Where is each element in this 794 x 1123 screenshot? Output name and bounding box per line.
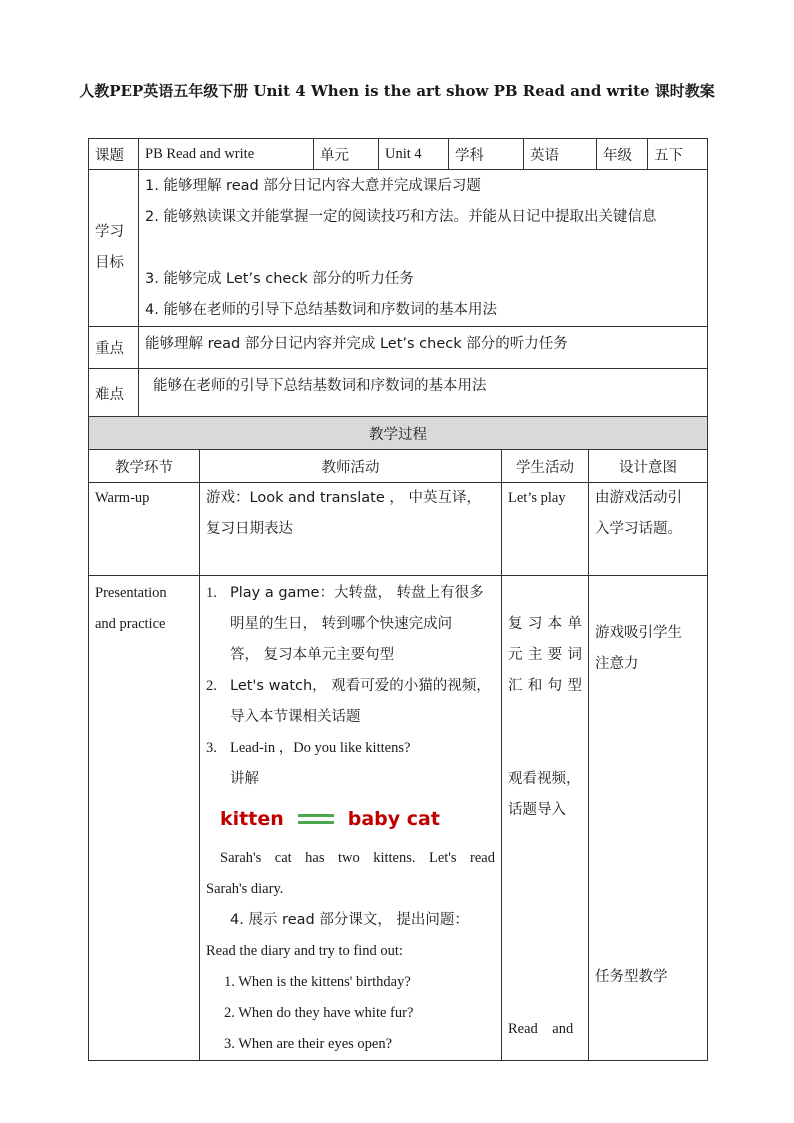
presentation-teacher (200, 576, 502, 1061)
teaching-process-table (88, 416, 708, 1061)
header-intent: 设计意图 (589, 450, 708, 483)
goal-item: 2. 能够熟读课文并能掌握一定的阅读技巧和方法。并能从日记中提取出关键信息 (145, 209, 657, 225)
warmup-row (89, 483, 708, 576)
grade-value: 五下 (648, 139, 708, 170)
warmup-intent: 由游戏活动引 入学习话题。 (589, 483, 708, 576)
teacher-step-1: 1. Play a game：大转盘， 转盘上有很多 明星的生日， 转到哪个快速完成问 答， 复习本单元主要句型 (206, 585, 484, 663)
warmup-stage: Warm-up (89, 483, 200, 576)
process-banner: 教学过程 (89, 417, 708, 450)
goal-item: 3. 能够完成 Let’s check 部分的听力任务 (145, 271, 414, 287)
info-row (89, 139, 708, 170)
teacher-step-3: 3. Lead-in ，Do you like kittens? 讲解 (206, 740, 411, 787)
presentation-intent: 游戏吸引学生 注意力 任务型教学 (589, 576, 708, 1061)
grade-label: 年级 (597, 139, 648, 170)
equals-icon (298, 814, 334, 824)
teacher-step-2: 2. Let's watch， 观看可爱的小猫的视频， 导入本节课相关话题 (206, 678, 491, 725)
topic-value: PB Read and write (139, 139, 314, 170)
presentation-row (89, 576, 708, 1061)
difficulty-row (89, 369, 708, 418)
presentation-student: 复习本单 元主要词 汇和句型 观看视频， 话题导入 Read and (502, 576, 589, 1061)
difficulty-label: 难点 (89, 369, 139, 418)
presentation-stage: Presentation and practice (89, 576, 200, 1061)
sarah-line-1: Sarah's cat has two kittens. Let's read (220, 850, 495, 866)
header-stage: 教学环节 (89, 450, 200, 483)
student-read-and: Read and (508, 1021, 574, 1037)
unit-label: 单元 (314, 139, 379, 170)
unit-value: Unit 4 (379, 139, 449, 170)
kitten-definition (206, 795, 495, 843)
goal-item: 1. 能够理解 read 部分日记内容大意并完成课后习题 (145, 178, 481, 194)
read-instruction: Read the diary and try to find out: (206, 943, 403, 959)
goals-row (89, 170, 708, 327)
header-student: 学生活动 (502, 450, 589, 483)
goal-item: 4. 能够在老师的引导下总结基数词和序数词的基本用法 (145, 302, 497, 318)
subject-label: 学科 (449, 139, 524, 170)
document-title: 人教PEP英语五年级下册 Unit 4 When is the art show PB Read and write 课时教案 (79, 82, 715, 100)
teacher-step-4: 4. 展示 read 部分课文， 提出问题： (230, 912, 469, 928)
lesson-info-table (88, 138, 708, 418)
key-point-label: 重点 (89, 327, 139, 369)
kitten-word: kitten (220, 808, 284, 830)
warmup-student: Let’s play (502, 483, 589, 576)
warmup-teacher: 游戏：Look and translate ， 中英互译， 复习日期表达 (200, 483, 502, 576)
question-item: 1. When is the kittens' birthday? (224, 974, 411, 990)
header-teacher: 教师活动 (200, 450, 502, 483)
baby-cat-word: baby cat (347, 808, 440, 830)
key-point-text: 能够理解 read 部分日记内容并完成 Let’s check 部分的听力任务 (139, 327, 708, 369)
question-item: 2. When do they have white fur? (224, 1005, 414, 1021)
subject-value: 英语 (524, 139, 597, 170)
goals-label: 学习 目标 (89, 170, 139, 327)
sarah-line-2: Sarah's diary. (206, 881, 284, 897)
topic-label: 课题 (89, 139, 139, 170)
key-point-row (89, 327, 708, 369)
goals-list (139, 170, 708, 327)
process-header-row (89, 450, 708, 483)
question-item: 3. When are their eyes open? (224, 1036, 393, 1052)
difficulty-text: 能够在老师的引导下总结基数词和序数词的基本用法 (139, 369, 708, 418)
process-banner-row (89, 417, 708, 450)
